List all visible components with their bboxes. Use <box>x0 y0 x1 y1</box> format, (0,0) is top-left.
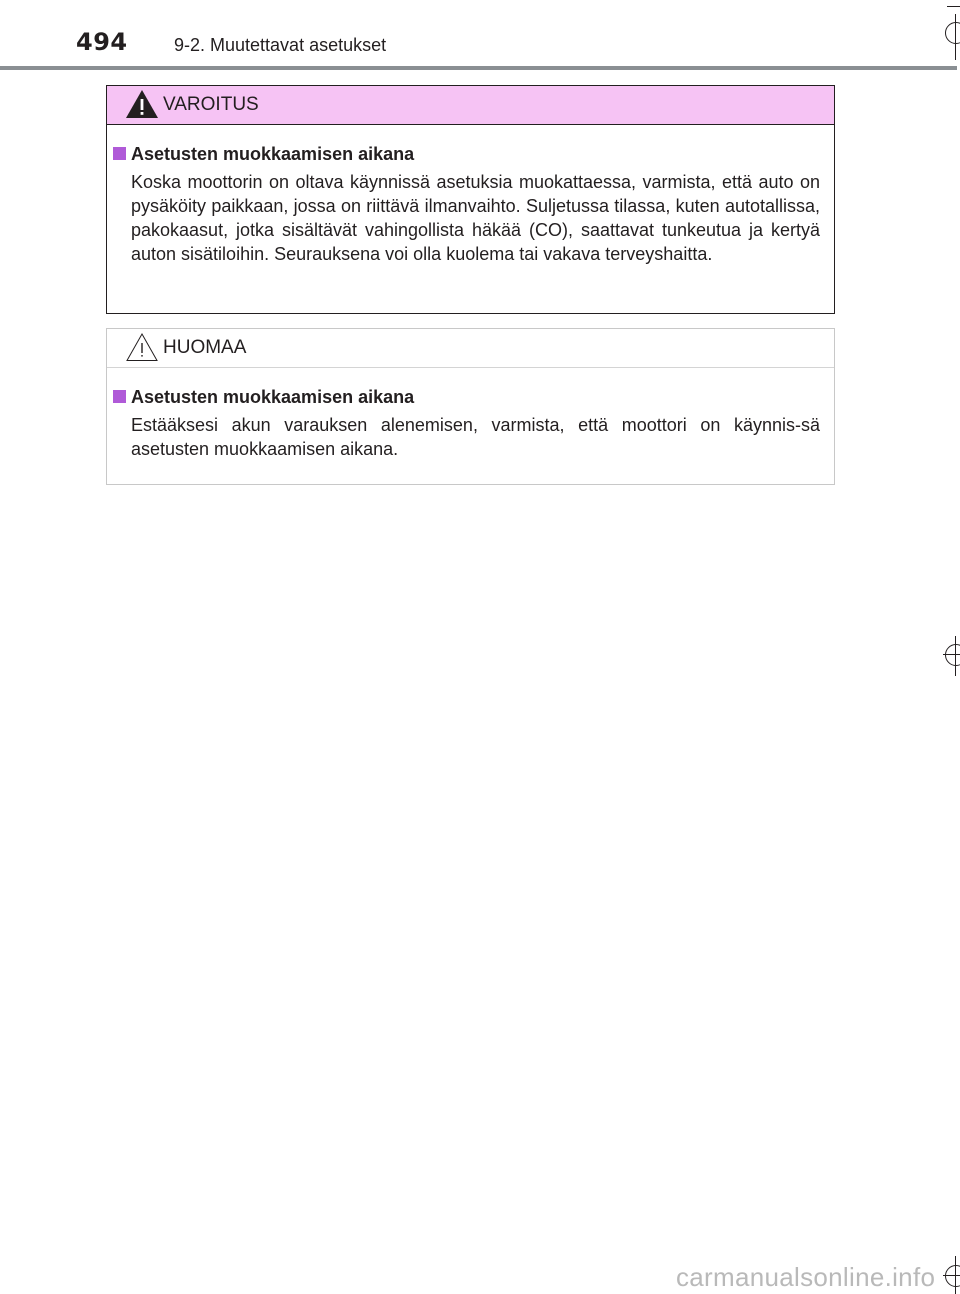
section-title: 9-2. Muutettavat asetukset <box>174 35 387 55</box>
square-bullet-icon <box>113 390 126 403</box>
warning-box <box>106 85 835 314</box>
warning-header <box>107 86 834 125</box>
warning-item-heading <box>131 142 820 166</box>
crop-mark-top <box>935 0 960 60</box>
header-rule <box>0 66 957 70</box>
warning-label: VAROITUS <box>163 94 259 115</box>
warning-triangle-icon <box>125 89 159 119</box>
warning-heading-text: Asetusten muokkaamisen aikana <box>131 144 415 164</box>
caution-triangle-outline-icon <box>125 332 159 362</box>
notice-heading-text: Asetusten muokkaamisen aikana <box>131 387 415 407</box>
notice-box <box>106 328 835 485</box>
square-bullet-icon <box>113 147 126 160</box>
notice-header <box>107 329 834 368</box>
page-number: 494 <box>76 28 128 56</box>
warning-text: Koska moottorin on oltava käynnissä asetuksia muokattaessa, varmista, että auto on pysäköity paikkaan, jossa on riittävä ilmanvaihto. Suljetussa tilassa, kuten autotallissa, pakokaasut, jotka sisältävät vahingollista häkää (CO), saattavat tunkeutua ja kertyä auton sisätiloihin. Seurauksena voi olla kuolema tai vakava terveyshaitta. <box>131 172 820 264</box>
crop-mark-bottom <box>935 1256 960 1294</box>
watermark: carmanualsonline.info <box>676 1262 936 1292</box>
notice-text: Estääksesi akun varauksen alenemisen, varmista, että moottori on käynnis-sä asetusten muokkaamisen aikana. <box>131 415 820 459</box>
warning-body <box>107 125 834 266</box>
notice-label: HUOMAA <box>163 337 247 358</box>
crop-mark-middle <box>935 636 960 676</box>
notice-body <box>107 368 834 461</box>
notice-item-heading <box>131 385 820 409</box>
